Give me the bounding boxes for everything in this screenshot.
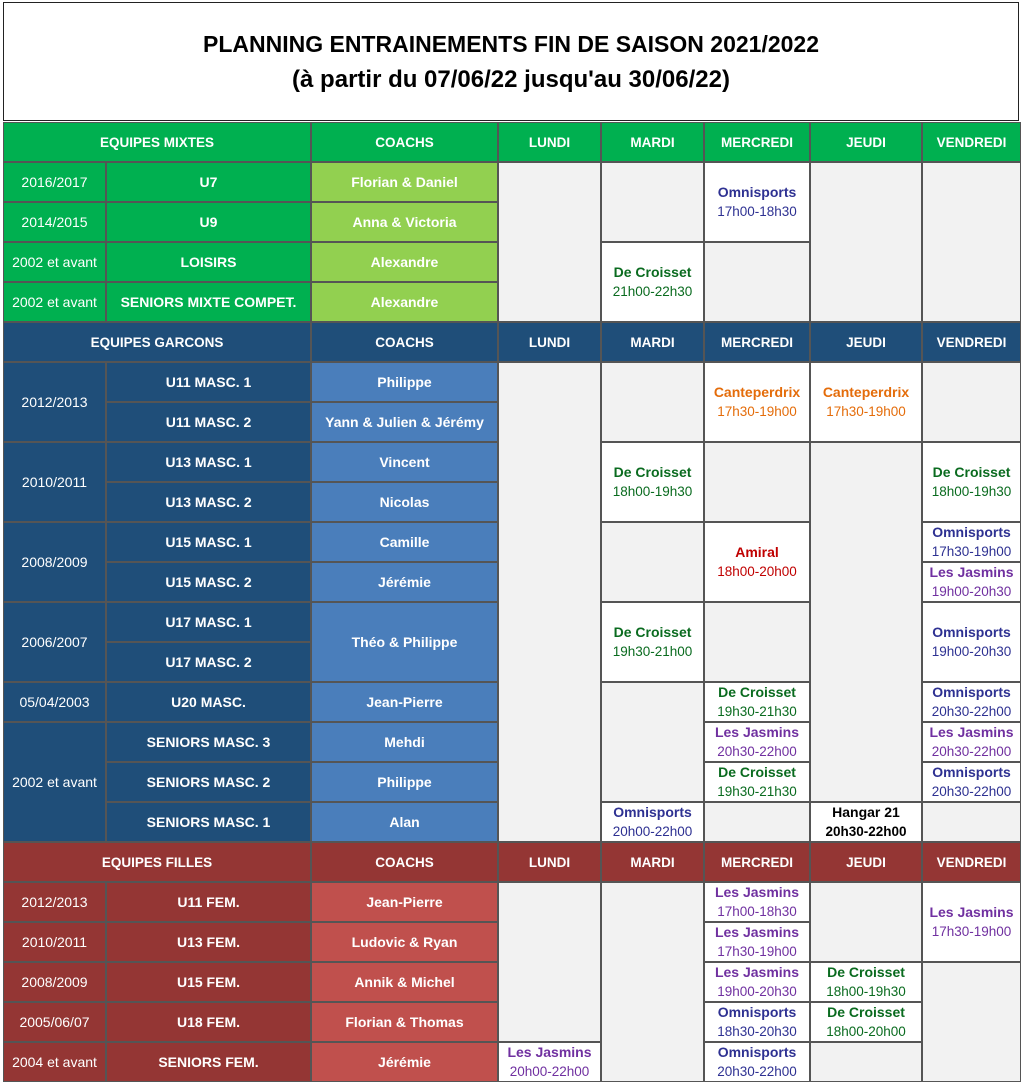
team-name: SENIORS MIXTE COMPET.: [106, 282, 311, 322]
slot-hours: 20h00-22h00: [509, 1064, 590, 1079]
training-slot: [810, 962, 922, 1002]
slot-hours: 18h00-20h00: [826, 1024, 906, 1039]
team-name: SENIORS MASC. 1: [106, 802, 311, 842]
coach-name: Mehdi: [311, 722, 498, 762]
venue-name: Omnisports: [932, 684, 1011, 700]
coach-name: Florian & Daniel: [311, 162, 498, 202]
venue-name: De Croisset: [613, 264, 692, 280]
birth-years: 2004 et avant: [3, 1042, 106, 1082]
slot-hours: 20h30-22h00: [931, 744, 1012, 759]
venue-name: Omnisports: [932, 624, 1011, 640]
page-title: [3, 2, 1019, 121]
venue-name: Hangar 21: [832, 804, 900, 820]
section-header-mixtes: EQUIPES MIXTES: [3, 122, 311, 162]
venue-name: Les Jasmins: [714, 924, 800, 940]
training-slot: [810, 802, 922, 842]
training-slot: [810, 362, 922, 442]
empty-slot: [922, 362, 1021, 442]
training-slot: [922, 522, 1021, 562]
team-name: U11 MASC. 1: [106, 362, 311, 402]
day-header: VENDREDI: [922, 322, 1021, 362]
empty-slot: [498, 882, 601, 1042]
empty-slot: [704, 602, 810, 682]
team-name: U11 MASC. 2: [106, 402, 311, 442]
coach-name: Alexandre: [311, 282, 498, 322]
coach-name: Jérémie: [311, 1042, 498, 1082]
training-slot: [922, 682, 1021, 722]
empty-slot: [601, 882, 704, 1082]
training-slot: [922, 602, 1021, 682]
venue-name: Les Jasmins: [929, 904, 1014, 920]
team-name: U17 MASC. 2: [106, 642, 311, 682]
coach-name: Jean-Pierre: [311, 882, 498, 922]
venue-name: Les Jasmins: [714, 724, 800, 740]
slot-hours: 18h00-19h30: [826, 984, 906, 999]
slot-hours: 19h00-20h30: [931, 644, 1012, 659]
training-slot: [704, 882, 810, 922]
empty-slot: [704, 442, 810, 522]
slot-hours: 21h00-22h30: [612, 284, 693, 299]
venue-name: De Croisset: [718, 764, 796, 780]
empty-slot: [922, 962, 1021, 1082]
coach-name: Vincent: [311, 442, 498, 482]
slot-hours: 17h00-18h30: [717, 904, 797, 919]
coachs-header: COACHS: [311, 842, 498, 882]
venue-name: Omnisports: [717, 1044, 797, 1060]
training-slot: [601, 242, 704, 322]
birth-years: 2012/2013: [3, 362, 106, 442]
day-header: LUNDI: [498, 842, 601, 882]
training-slot: [704, 922, 810, 962]
birth-years: 2006/2007: [3, 602, 106, 682]
slot-hours: 18h00-19h30: [612, 484, 693, 499]
day-header: JEUDI: [810, 322, 922, 362]
day-header: MERCREDI: [704, 322, 810, 362]
birth-years: 2002 et avant: [3, 722, 106, 842]
day-header: MERCREDI: [704, 122, 810, 162]
venue-name: Omnisports: [932, 524, 1011, 540]
venue-name: Les Jasmins: [929, 564, 1014, 580]
empty-slot: [498, 162, 601, 322]
day-header: VENDREDI: [922, 842, 1021, 882]
team-name: U7: [106, 162, 311, 202]
coach-name: Alexandre: [311, 242, 498, 282]
section-header-garcons: EQUIPES GARCONS: [3, 322, 311, 362]
section-header-filles: EQUIPES FILLES: [3, 842, 311, 882]
team-name: U17 MASC. 1: [106, 602, 311, 642]
training-slot: [704, 162, 810, 242]
day-header: MERCREDI: [704, 842, 810, 882]
slot-hours: 17h30-19h00: [931, 544, 1012, 559]
training-slot: [704, 362, 810, 442]
team-name: U20 MASC.: [106, 682, 311, 722]
training-slot: [601, 802, 704, 842]
coach-name: Annik & Michel: [311, 962, 498, 1002]
slot-hours: 17h30-19h00: [931, 924, 1012, 939]
day-header: MARDI: [601, 322, 704, 362]
coach-name: Philippe: [311, 362, 498, 402]
day-header: VENDREDI: [922, 122, 1021, 162]
training-slot: [704, 522, 810, 602]
empty-slot: [810, 882, 922, 962]
slot-hours: 17h00-18h30: [717, 204, 797, 219]
training-slot: [704, 682, 810, 722]
birth-years: 2002 et avant: [3, 242, 106, 282]
slot-hours: 17h30-19h00: [717, 404, 797, 419]
birth-years: 2002 et avant: [3, 282, 106, 322]
venue-name: Les Jasmins: [714, 964, 800, 980]
coachs-header: COACHS: [311, 322, 498, 362]
team-name: U15 MASC. 2: [106, 562, 311, 602]
venue-name: Canteperdrix: [822, 384, 910, 400]
venue-name: Les Jasmins: [507, 1044, 592, 1060]
slot-hours: 20h00-22h00: [612, 824, 693, 839]
coach-name: Nicolas: [311, 482, 498, 522]
empty-slot: [601, 682, 704, 802]
venue-name: De Croisset: [613, 624, 692, 640]
venue-name: De Croisset: [718, 684, 796, 700]
slot-hours: 19h30-21h30: [717, 784, 797, 799]
birth-years: 05/04/2003: [3, 682, 106, 722]
title-line-1: PLANNING ENTRAINEMENTS FIN DE SAISON 2021/2022: [202, 30, 820, 57]
coach-name: Philippe: [311, 762, 498, 802]
empty-slot: [922, 162, 1021, 322]
team-name: U13 MASC. 1: [106, 442, 311, 482]
empty-slot: [810, 442, 922, 802]
coach-name: Florian & Thomas: [311, 1002, 498, 1042]
venue-name: Omnisports: [717, 1004, 797, 1020]
coach-name: Camille: [311, 522, 498, 562]
slot-hours: 19h00-20h30: [717, 984, 797, 999]
venue-name: Les Jasmins: [714, 884, 800, 900]
team-name: U13 MASC. 2: [106, 482, 311, 522]
empty-slot: [498, 362, 601, 842]
birth-years: 2012/2013: [3, 882, 106, 922]
slot-hours: 17h30-19h00: [717, 944, 797, 959]
slot-hours: 17h30-19h00: [826, 404, 906, 419]
coach-name: Yann & Julien & Jérémy: [311, 402, 498, 442]
slot-hours: 18h00-20h00: [717, 564, 797, 579]
training-slot: [704, 1042, 810, 1082]
slot-hours: 18h00-19h30: [931, 484, 1012, 499]
slot-hours: 19h30-21h30: [717, 704, 797, 719]
team-name: U11 FEM.: [106, 882, 311, 922]
venue-name: Canteperdrix: [713, 384, 801, 400]
training-slot: [498, 1042, 601, 1082]
slot-hours: 20h30-22h00: [931, 704, 1012, 719]
slot-hours: 20h30-22h00: [931, 784, 1012, 799]
coachs-header: COACHS: [311, 122, 498, 162]
team-name: SENIORS MASC. 2: [106, 762, 311, 802]
training-slot: [601, 442, 704, 522]
venue-name: Omnisports: [932, 764, 1011, 780]
coach-name: Jérémie: [311, 562, 498, 602]
slot-hours: 20h30-22h00: [717, 1064, 797, 1079]
venue-name: Les Jasmins: [929, 724, 1014, 740]
empty-slot: [922, 802, 1021, 842]
slot-hours: 19h00-20h30: [931, 584, 1012, 599]
birth-years: 2005/06/07: [3, 1002, 106, 1042]
birth-years: 2010/2011: [3, 442, 106, 522]
slot-hours: 18h30-20h30: [717, 1024, 797, 1039]
birth-years: 2008/2009: [3, 522, 106, 602]
birth-years: 2010/2011: [3, 922, 106, 962]
training-slot: [810, 1002, 922, 1042]
training-slot: [922, 762, 1021, 802]
training-slot: [922, 442, 1021, 522]
training-slot: [704, 722, 810, 762]
coach-name: Anna & Victoria: [311, 202, 498, 242]
venue-name: De Croisset: [827, 964, 905, 980]
coach-name: Jean-Pierre: [311, 682, 498, 722]
slot-hours: 19h30-21h00: [612, 644, 693, 659]
training-slot: [704, 962, 810, 1002]
team-name: U13 FEM.: [106, 922, 311, 962]
team-name: U15 FEM.: [106, 962, 311, 1002]
venue-name: De Croisset: [932, 464, 1011, 480]
team-name: U15 MASC. 1: [106, 522, 311, 562]
empty-slot: [601, 362, 704, 442]
venue-name: De Croisset: [827, 1004, 905, 1020]
venue-name: Omnisports: [613, 804, 692, 820]
birth-years: 2016/2017: [3, 162, 106, 202]
empty-slot: [601, 522, 704, 602]
team-name: LOISIRS: [106, 242, 311, 282]
birth-years: 2008/2009: [3, 962, 106, 1002]
coach-name: Alan: [311, 802, 498, 842]
day-header: JEUDI: [810, 842, 922, 882]
empty-slot: [704, 802, 810, 842]
training-slot: [922, 882, 1021, 962]
slot-hours: 20h30-22h00: [825, 824, 907, 839]
training-slot: [601, 602, 704, 682]
training-slot: [922, 722, 1021, 762]
team-name: U9: [106, 202, 311, 242]
coach-name: Ludovic & Ryan: [311, 922, 498, 962]
empty-slot: [810, 162, 922, 322]
venue-name: Omnisports: [717, 184, 797, 200]
training-slot: [922, 562, 1021, 602]
team-name: SENIORS MASC. 3: [106, 722, 311, 762]
venue-name: De Croisset: [613, 464, 692, 480]
training-slot: [704, 762, 810, 802]
team-name: U18 FEM.: [106, 1002, 311, 1042]
empty-slot: [810, 1042, 922, 1082]
day-header: LUNDI: [498, 122, 601, 162]
training-slot: [704, 1002, 810, 1042]
day-header: MARDI: [601, 842, 704, 882]
day-header: LUNDI: [498, 322, 601, 362]
day-header: JEUDI: [810, 122, 922, 162]
title-line-2: (à partir du 07/06/22 jusqu'au 30/06/22): [292, 65, 730, 93]
empty-slot: [601, 162, 704, 242]
birth-years: 2014/2015: [3, 202, 106, 242]
slot-hours: 20h30-22h00: [717, 744, 797, 759]
venue-name: Amiral: [735, 544, 779, 560]
team-name: SENIORS FEM.: [106, 1042, 311, 1082]
empty-slot: [704, 242, 810, 322]
day-header: MARDI: [601, 122, 704, 162]
coach-name: Théo & Philippe: [311, 602, 498, 682]
